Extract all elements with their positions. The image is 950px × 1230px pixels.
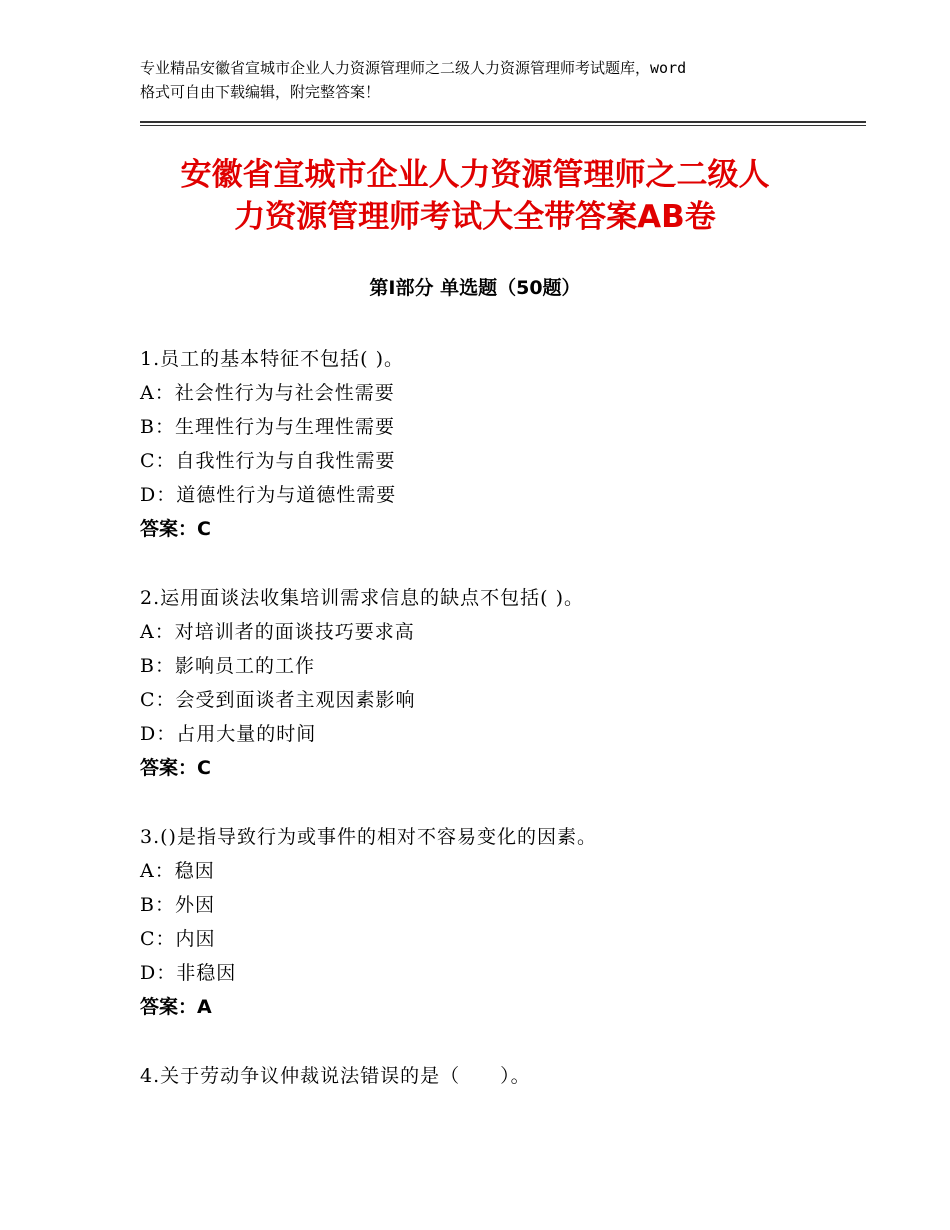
question-stem: 4.关于劳动争议仲裁说法错误的是（ ）。 (140, 1065, 531, 1087)
option-b: B：生理性行为与生理性需要 (140, 416, 395, 438)
header-note-line-1: 专业精品安徽省宣城市企业人力资源管理师之二级人力资源管理师考试题库，word (140, 59, 687, 77)
option-b: B：影响员工的工作 (140, 655, 315, 677)
answer-label: 答案：C (140, 757, 211, 779)
question-stem: 3.()是指导致行为或事件的相对不容易变化的因素。 (140, 826, 597, 848)
option-a: A：稳因 (140, 860, 215, 882)
option-b: B：外因 (140, 894, 215, 916)
question-3 (140, 820, 860, 1024)
option-d: D：道德性行为与道德性需要 (140, 484, 397, 506)
question-4 (140, 1059, 860, 1093)
document-title-line-2: 力资源管理师考试大全带答案AB卷 (234, 199, 716, 235)
header-note (140, 56, 840, 104)
option-c: C：自我性行为与自我性需要 (140, 450, 396, 472)
option-c: C：会受到面谈者主观因素影响 (140, 689, 416, 711)
question-list (140, 342, 860, 1128)
question-2 (140, 581, 860, 785)
document-title (100, 154, 850, 238)
answer-label: 答案：A (140, 996, 212, 1018)
option-d: D：占用大量的时间 (140, 723, 317, 745)
option-a: A：社会性行为与社会性需要 (140, 382, 395, 404)
answer-label: 答案：C (140, 518, 211, 540)
header-divider-thick (140, 121, 866, 123)
option-c: C：内因 (140, 928, 216, 950)
header-note-line-2: 格式可自由下载编辑，附完整答案！ (140, 83, 381, 101)
header-divider-thin (140, 125, 866, 126)
question-stem: 2.运用面谈法收集培训需求信息的缺点不包括( )。 (140, 587, 584, 609)
question-stem: 1.员工的基本特征不包括( )。 (140, 348, 404, 370)
question-1 (140, 342, 860, 546)
option-a: A：对培训者的面谈技巧要求高 (140, 621, 415, 643)
option-d: D：非稳因 (140, 962, 237, 984)
section-heading: 第Ⅰ部分 单选题（50题） (369, 277, 581, 299)
document-title-line-1: 安徽省宣城市企业人力资源管理师之二级人 (180, 157, 770, 193)
